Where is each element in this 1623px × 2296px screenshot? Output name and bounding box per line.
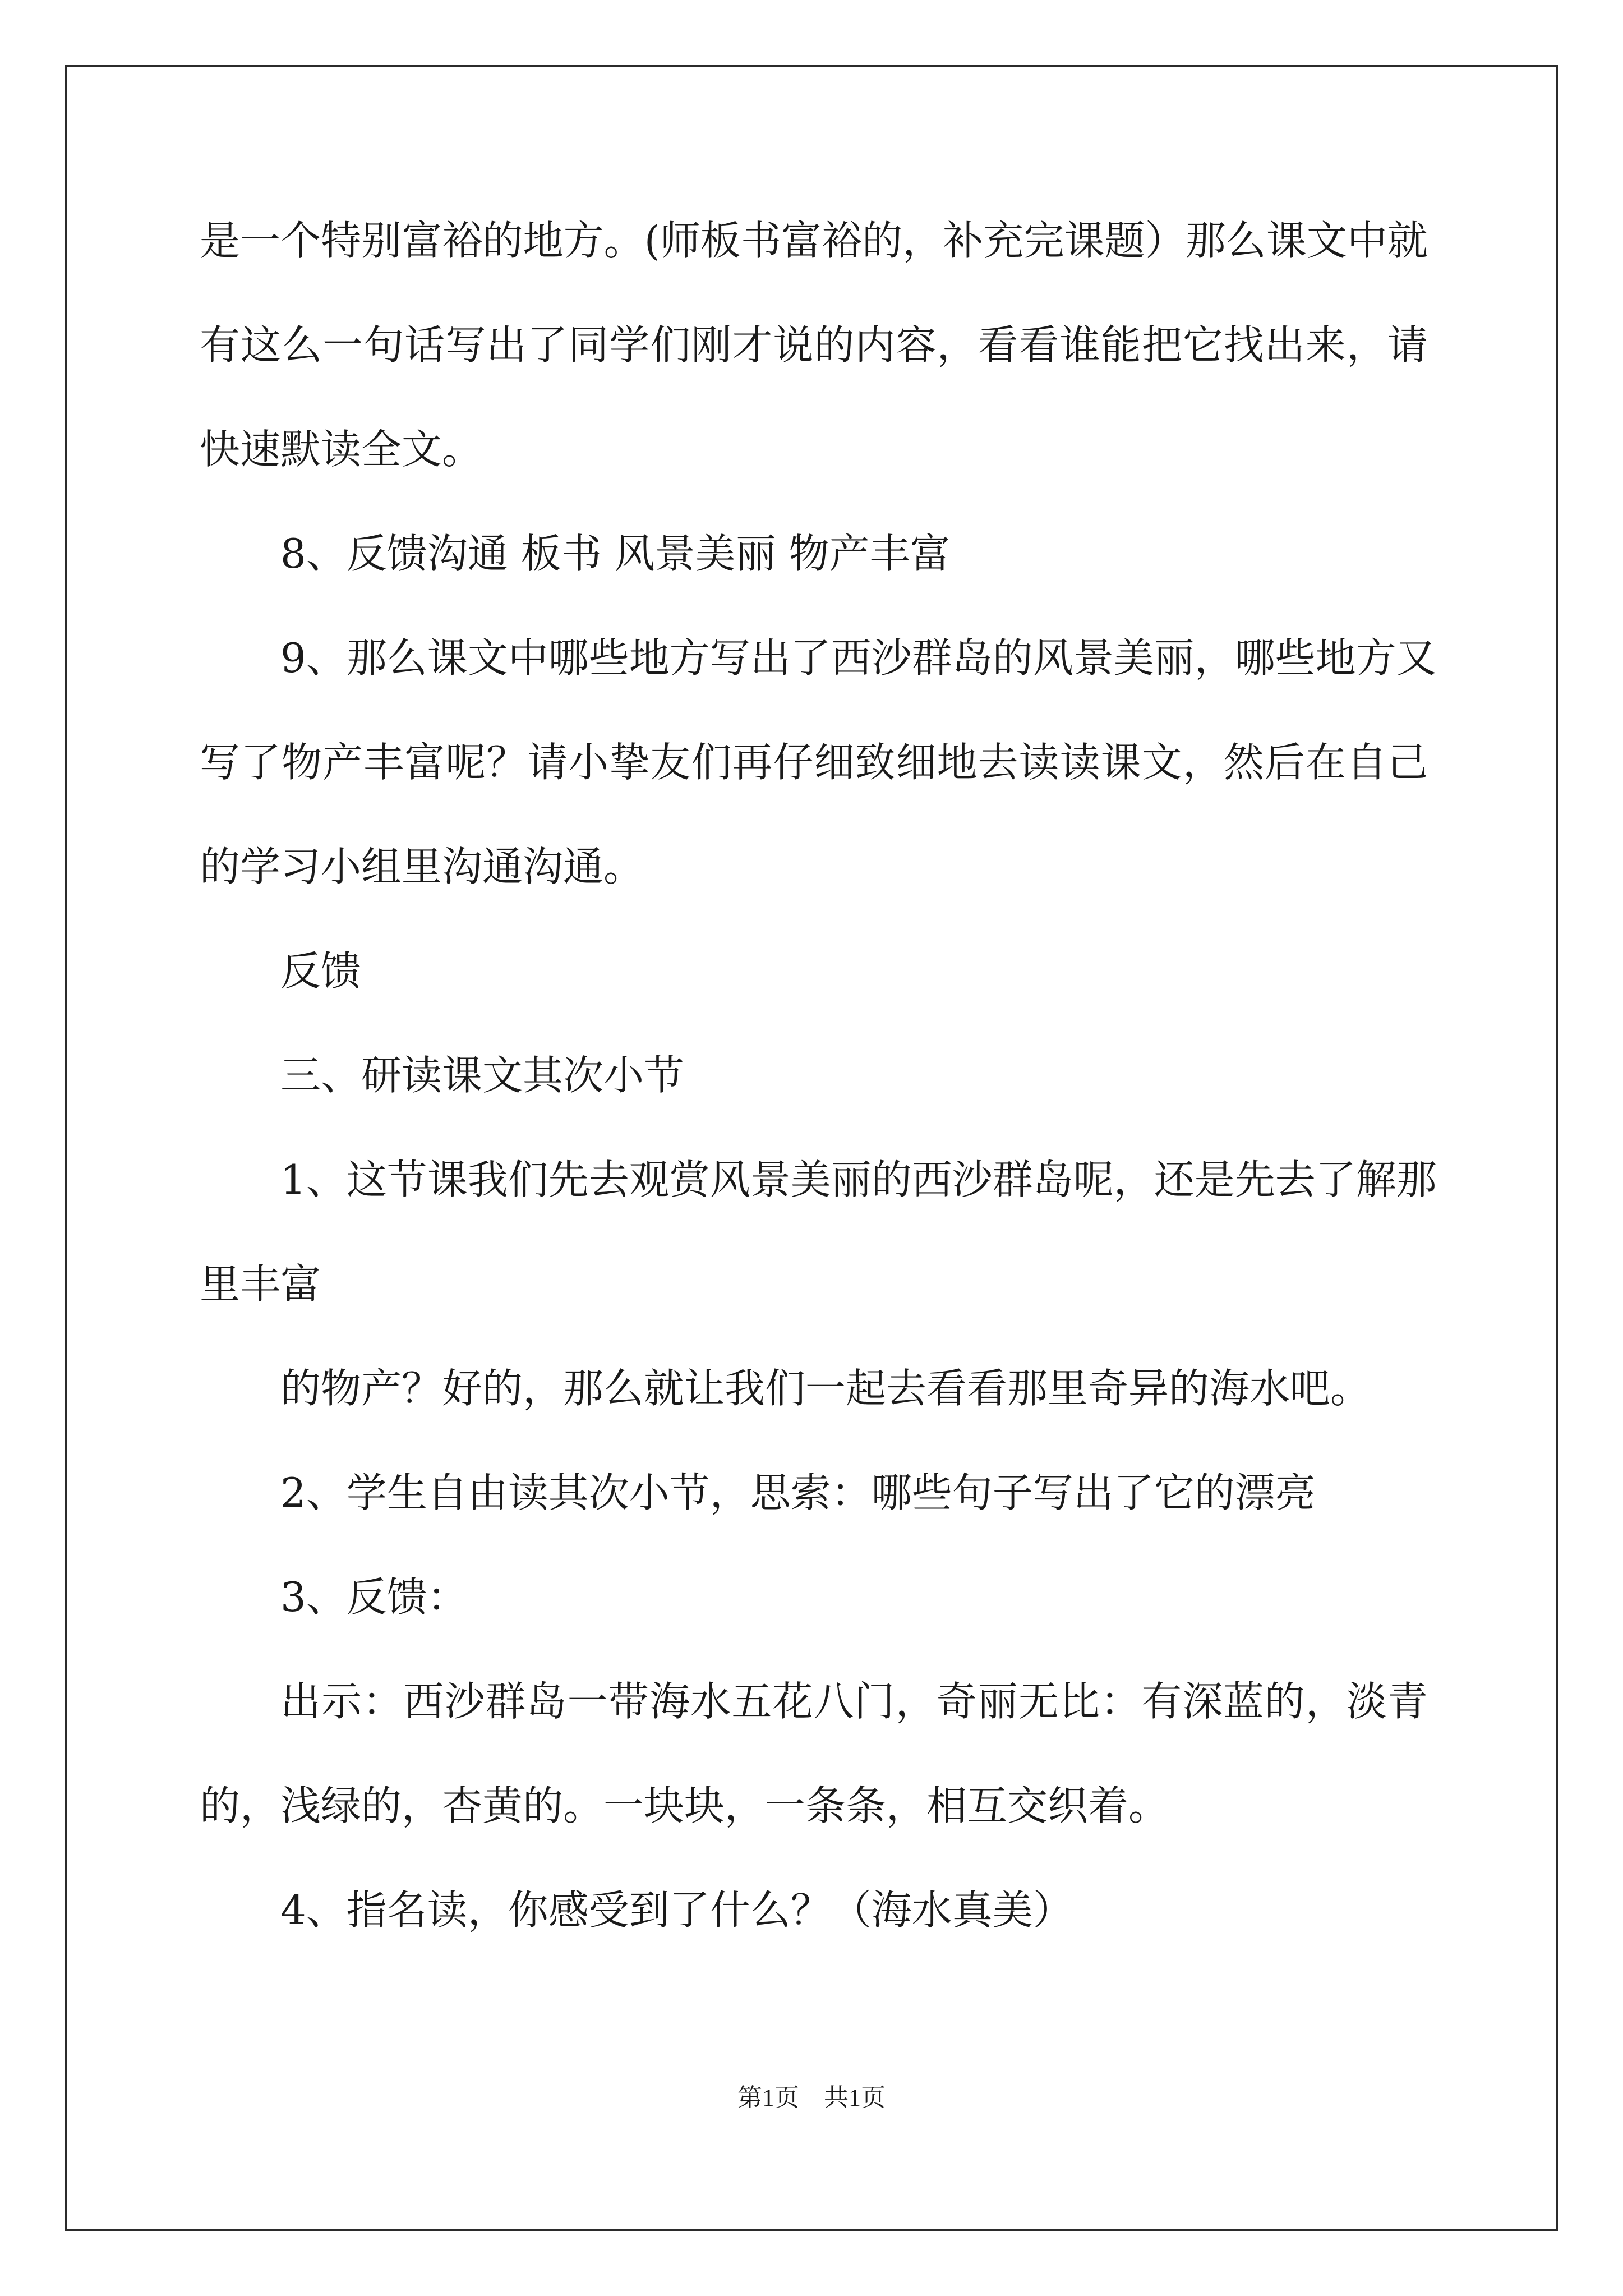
text-line: 9、那么课文中哪些地方写出了西沙群岛的风景美丽，哪些地方又 bbox=[280, 634, 1437, 682]
page-footer bbox=[0, 2081, 1623, 2115]
text-line: 8、反馈沟通 板书 风景美丽 物产丰富 bbox=[280, 530, 951, 577]
page-number: 第1页 bbox=[737, 2084, 799, 2111]
text-line: 是一个特别富裕的地方。(师板书富裕的，补充完课题）那么课文中就 bbox=[200, 217, 1428, 264]
text-line: 4、指名读，你感受到了什么？（海水真美） bbox=[280, 1887, 1073, 1934]
text-line: 的物产？好的，那么就让我们一起去看看那里奇异的海水吧。 bbox=[280, 1365, 1371, 1412]
text-line: 快速默读全文。 bbox=[200, 426, 483, 473]
text-line: 的学习小组里沟通沟通。 bbox=[200, 843, 644, 890]
text-line: 3、反馈： bbox=[280, 1573, 468, 1621]
page-total: 共1页 bbox=[824, 2084, 886, 2111]
text-line: 里丰富 bbox=[200, 1260, 321, 1308]
text-line: 2、学生自由读其次小节，思索：哪些句子写出了它的漂亮 bbox=[280, 1469, 1316, 1516]
text-line: 有这么一句话写出了同学们刚才说的内容，看看谁能把它找出来，请 bbox=[200, 321, 1428, 369]
text-line: 出示：西沙群岛一带海水五花八门，奇丽无比：有深蓝的，淡青 bbox=[280, 1678, 1428, 1725]
text-line: 反馈 bbox=[280, 947, 362, 995]
text-line: 三、研读课文其次小节 bbox=[280, 1052, 685, 1099]
text-line: 写了物产丰富呢？请小挚友们再仔细致细地去读读课文，然后在自己 bbox=[200, 739, 1428, 786]
text-line: 1、这节课我们先去观赏风景美丽的西沙群岛呢，还是先去了解那 bbox=[280, 1156, 1437, 1203]
text-line: 的，浅绿的，杏黄的。一块块，一条条，相互交织着。 bbox=[200, 1782, 1169, 1829]
